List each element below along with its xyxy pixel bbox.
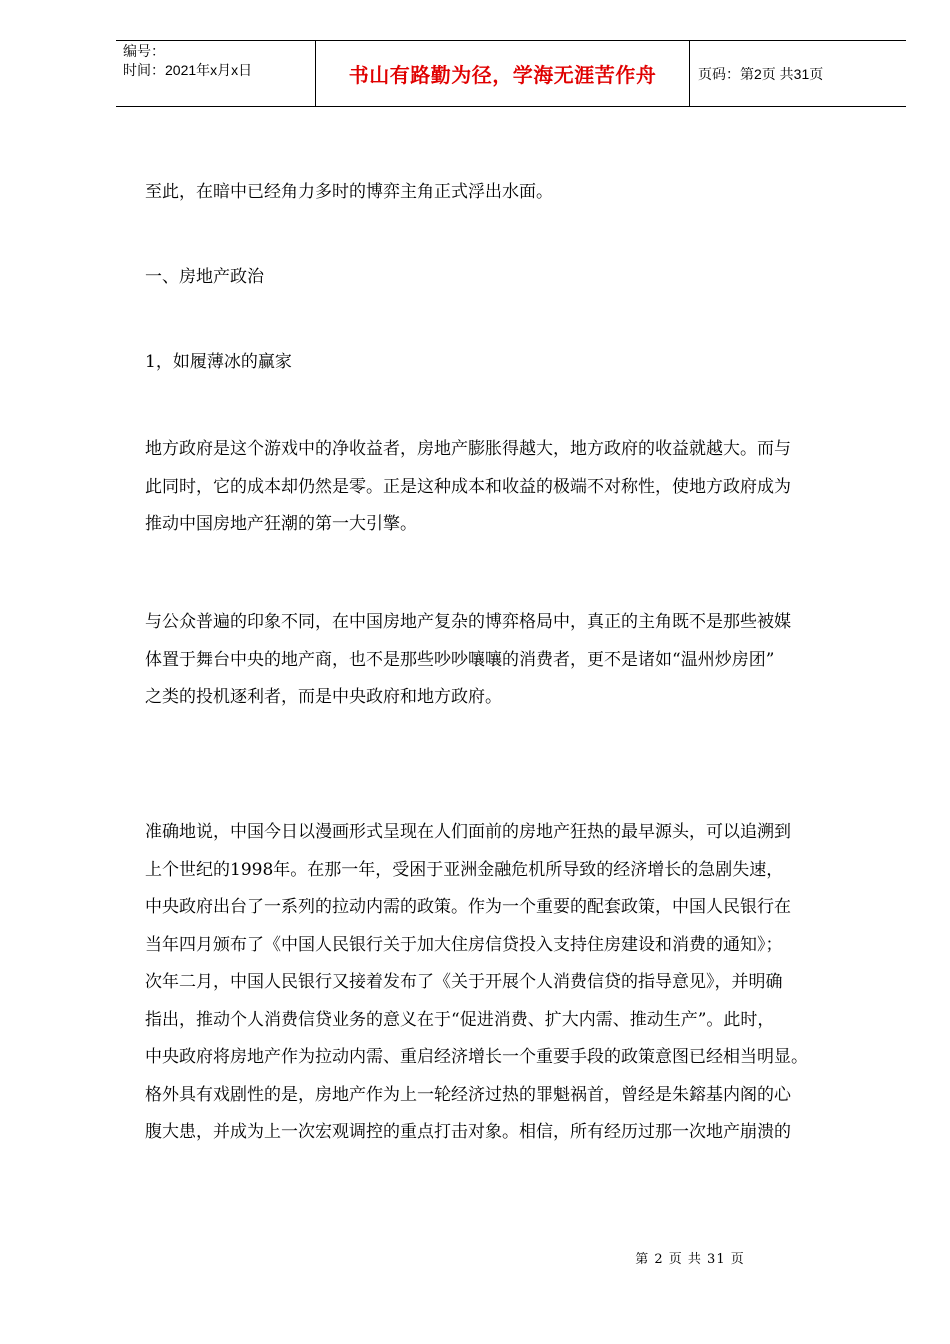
- document-header: [116, 40, 906, 107]
- text-line: 之类的投机逐利者，而是中央政府和地方政府。: [145, 687, 502, 707]
- paragraph-local-government: [145, 431, 885, 544]
- paragraph-intro: [145, 174, 885, 212]
- text-line: 次年二月，中国人民银行又接着发布了《关于开展个人消费信贷的指导意见》，并明确: [145, 972, 783, 992]
- text-line: 准确地说，中国今日以漫画形式呈现在人们面前的房地产狂热的最早源头，可以追溯到: [145, 822, 791, 842]
- text-line: 至此，在暗中已经角力多时的博弈主角正式浮出水面。: [145, 182, 553, 202]
- text-line: 上个世纪的1998年。在那一年，受困于亚洲金融危机所导致的经济增长的急剧失速，: [145, 859, 784, 880]
- footer-page-number: 第 2 页 共 31 页: [635, 1252, 745, 1267]
- page-footer: [0, 1248, 950, 1267]
- document-number-label: 编号：: [123, 43, 165, 59]
- text-line: 与公众普遍的印象不同，在中国房地产复杂的博弈格局中，真正的主角既不是那些被媒: [145, 612, 791, 632]
- text-line: 中央政府出台了一系列的拉动内需的政策。作为一个重要的配套政策，中国人民银行在: [145, 897, 791, 917]
- header-page-label: 页码：第2页 共31页: [698, 65, 824, 82]
- paragraph-origin-1998: [145, 814, 885, 1152]
- subsection-heading: [145, 344, 885, 382]
- text-line: 腹大患，并成为上一次宏观调控的重点打击对象。相信，所有经历过那一次地产崩溃的: [145, 1122, 791, 1142]
- text-line: 体置于舞台中央的地产商，也不是那些吵吵嚷嚷的消费者，更不是诸如“温州炒房团”: [145, 649, 775, 670]
- text-line: 中央政府将房地产作为拉动内需、重启经济增长一个重要手段的政策意图已经相当明显。: [145, 1047, 808, 1067]
- text-line: 格外具有戏剧性的是，房地产作为上一轮经济过热的罪魁祸首，曾经是朱鎔基内阁的心: [145, 1084, 791, 1105]
- text-line: 地方政府是这个游戏中的净收益者，房地产膨胀得越大，地方政府的收益就越大。而与: [145, 439, 791, 459]
- header-motto: 书山有路勤为径，学海无涯苦作舟: [316, 41, 690, 106]
- text-line: 推动中国房地产狂潮的第一大引擎。: [145, 514, 417, 534]
- paragraph-protagonists: [145, 604, 885, 717]
- section-heading: [145, 259, 885, 297]
- text-line: 1，如履薄冰的赢家: [145, 352, 292, 372]
- document-time-label: 时间：2021年x月x日: [123, 62, 253, 78]
- text-line: 此同时，它的成本却仍然是零。正是这种成本和收益的极端不对称性，使地方政府成为: [145, 476, 791, 497]
- text-line: 当年四月颁布了《中国人民银行关于加大住房信贷投入支持住房建设和消费的通知》；: [145, 934, 783, 955]
- header-meta: [116, 41, 316, 106]
- text-line: 指出，推动个人消费信贷业务的意义在于“促进消费、扩大内需、推动生产”。此时，: [145, 1009, 775, 1030]
- text-line: 一、房地产政治: [145, 267, 264, 287]
